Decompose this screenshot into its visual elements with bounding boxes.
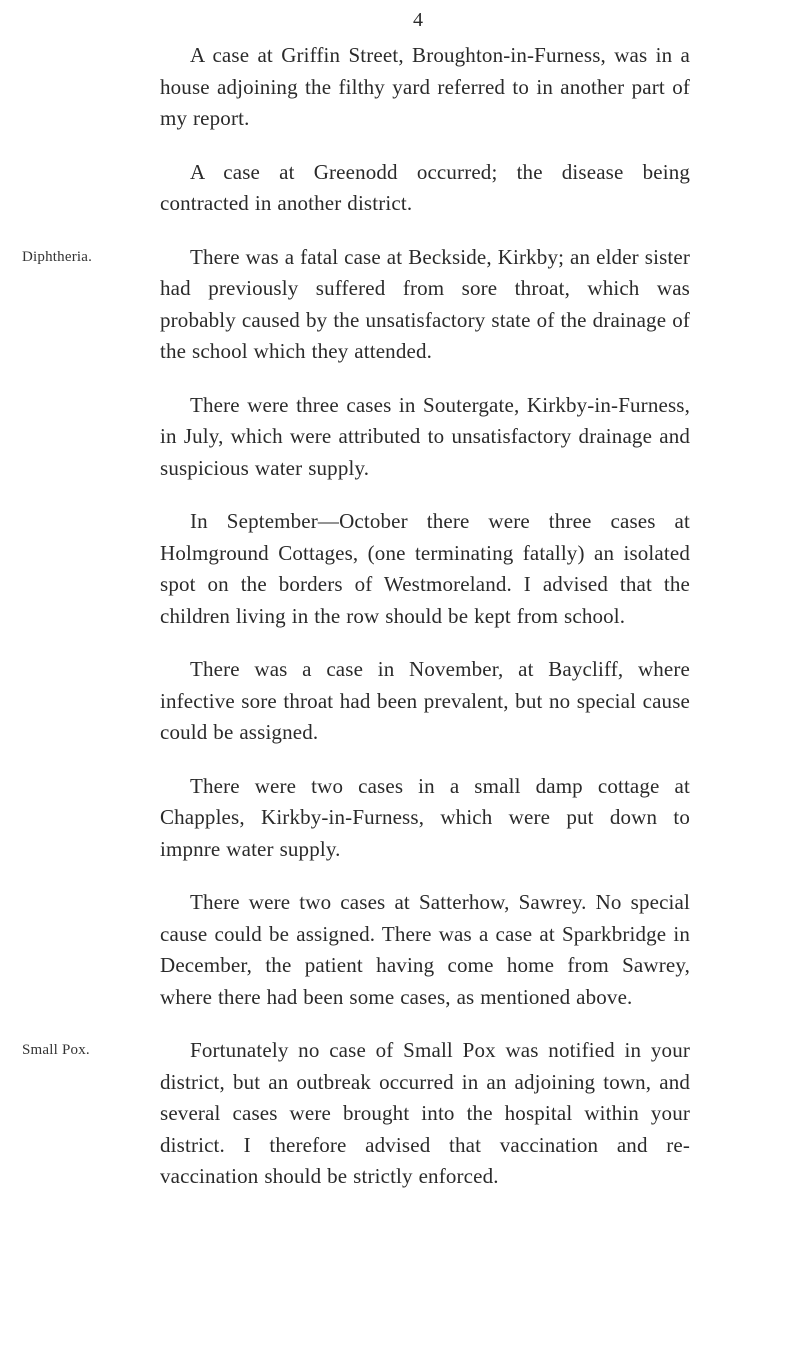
paragraph-greenodd: A case at Greenodd occurred; the disease being contracted in another district. [160, 159, 690, 215]
paragraph-satterhow: There were two cases at Satterhow, Sawrey. No special cause could be assigned. There was a case at Sparkbridge in December, the patient having come home from Sawrey, where there had been some cases, as mentioned above. [160, 890, 690, 1009]
paragraph-row [0, 1035, 800, 1193]
paragraph-griffin-street: A case at Griffin Street, Broughton-in-Furness, was in a house adjoining the filthy yard referred to in another part of my report. [160, 43, 690, 130]
paragraph-row [0, 40, 800, 135]
paragraph-baycliff: There was a case in November, at Baycliff, where infective sore throat had been prevalent, but no special cause could be assigned. [160, 657, 690, 744]
page-number: 4 [413, 9, 423, 31]
sidenote-diphtheria: Diphtheria. [22, 248, 93, 265]
paragraph-soutergate: There were three cases in Soutergate, Kirkby-in-Furness, in July, which were attributed to unsatisfactory drainage and suspicious water supply. [160, 392, 690, 480]
paragraph-row [0, 771, 800, 866]
paragraph-row [0, 887, 800, 1013]
paragraph-row [0, 390, 800, 485]
paragraph-row [0, 506, 800, 632]
page-body [0, 40, 800, 1215]
sidenote-small-pox: Small Pox. [22, 1042, 90, 1058]
paragraph-beckside: There was a fatal case at Beckside, Kirkby; an elder sister had previously suffered from sore throat, which was probably caused by the unsatisfactory state of the drainage of the school which they attended. [160, 244, 690, 363]
paragraph-holmground: In September—October there were three cases at Holmground Cottages, (one terminating fatally) an isolated spot on the borders of Westmoreland. I advised that the children living in the row should be kept from school. [160, 509, 690, 628]
paragraph-chapples: There were two cases in a small damp cottage at Chapples, Kirkby-in-Furness, which were put down to impnre water supply. [160, 773, 690, 861]
paragraph-small-pox: Fortunately no case of Small Pox was notified in your district, but an outbreak occurred in an adjoining town, and several cases were brought into the hospital within your district. I therefore advised that vaccination and re-vaccination should be strictly enforced. [160, 1038, 690, 1188]
paragraph-row [0, 157, 800, 220]
paragraph-row [0, 242, 800, 368]
paragraph-row [0, 654, 800, 749]
